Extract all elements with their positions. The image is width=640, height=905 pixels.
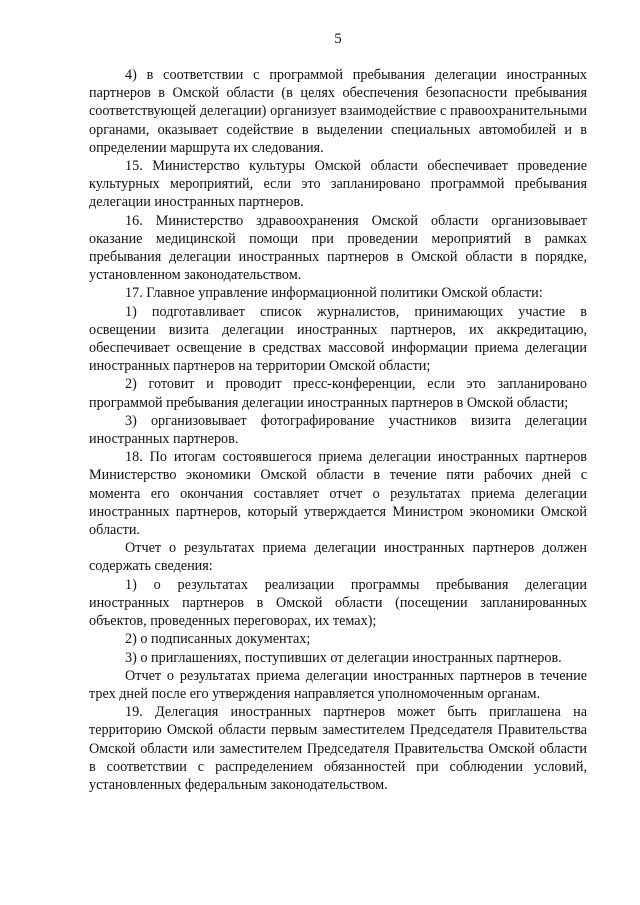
paragraph-17-item-1: 1) подготавливает список журналистов, принимающих участие в освещении визита делегации иностранных партнеров, их аккредитацию, обеспечивает освещение в средствах массовой информации приема делегации иностранных партнеров на территории Омской области; xyxy=(89,303,587,375)
paragraph-18: 18. По итогам состоявшегося приема делегации иностранных партнеров Министерство экономики Омской области в течение пяти рабочих дней с момента его окончания составляет отчет о результатах приема делегации иностранных партнеров, который утверждается Министром экономики Омской области. xyxy=(89,449,587,539)
report-contents-intro: Отчет о результатах приема делегации иностранных партнеров должен содержать сведения: xyxy=(89,540,587,575)
paragraph-15: 15. Министерство культуры Омской области обеспечивает проведение культурных мероприятий, если это запланировано программой пребывания делегации иностранных партнеров. xyxy=(89,158,587,211)
report-delivery: Отчет о результатах приема делегации иностранных партнеров в течение трех дней после его утверждения направляется уполномоченным органам. xyxy=(89,667,587,702)
paragraph-17: 17. Главное управление информационной политики Омской области: xyxy=(125,285,543,302)
document-page xyxy=(89,30,587,890)
page-number: 5 xyxy=(334,31,342,47)
paragraph-19: 19. Делегация иностранных партнеров может быть приглашена на территорию Омской области первым заместителем Председателя Правительства Омской области или заместителем Председателя Правительства Омской области в соответствии с распределением обязанностей при соблюдении условий, установленных федеральным законодательством. xyxy=(89,704,587,793)
paragraph-17-item-3: 3) организовывает фотографирование участников визита делегации иностранных партнеров. xyxy=(89,412,587,448)
report-item-1: 1) о результатах реализации программы пребывания делегации иностранных партнеров в Омской области (посещении запланированных объектов, проведенных переговорах, их темах); xyxy=(89,576,587,630)
paragraph-item-4: 4) в соответствии с программой пребывания делегации иностранных партнеров в Омской области (в целях обеспечения безопасности пребывания соответствующей делегации) организует взаимодействие с правоохранительными органами, оказывает содействие в выделении специальных автомобилей и в определении маршрута их следования. xyxy=(89,67,587,156)
report-item-3: 3) о приглашениях, поступивших от делегации иностранных партнеров. xyxy=(125,649,562,666)
paragraph-17-item-2: 2) готовит и проводит пресс-конференции, если это запланировано программой пребывания делегации иностранных партнеров в Омской области; xyxy=(89,376,587,411)
report-item-2: 2) о подписанных документах; xyxy=(125,631,311,648)
paragraph-16: 16. Министерство здравоохранения Омской области организовывает оказание медицинской помощи при проведении мероприятий в рамках пребывания делегации иностранных партнеров в Омской области в порядке, установленном законодательством. xyxy=(89,212,587,284)
